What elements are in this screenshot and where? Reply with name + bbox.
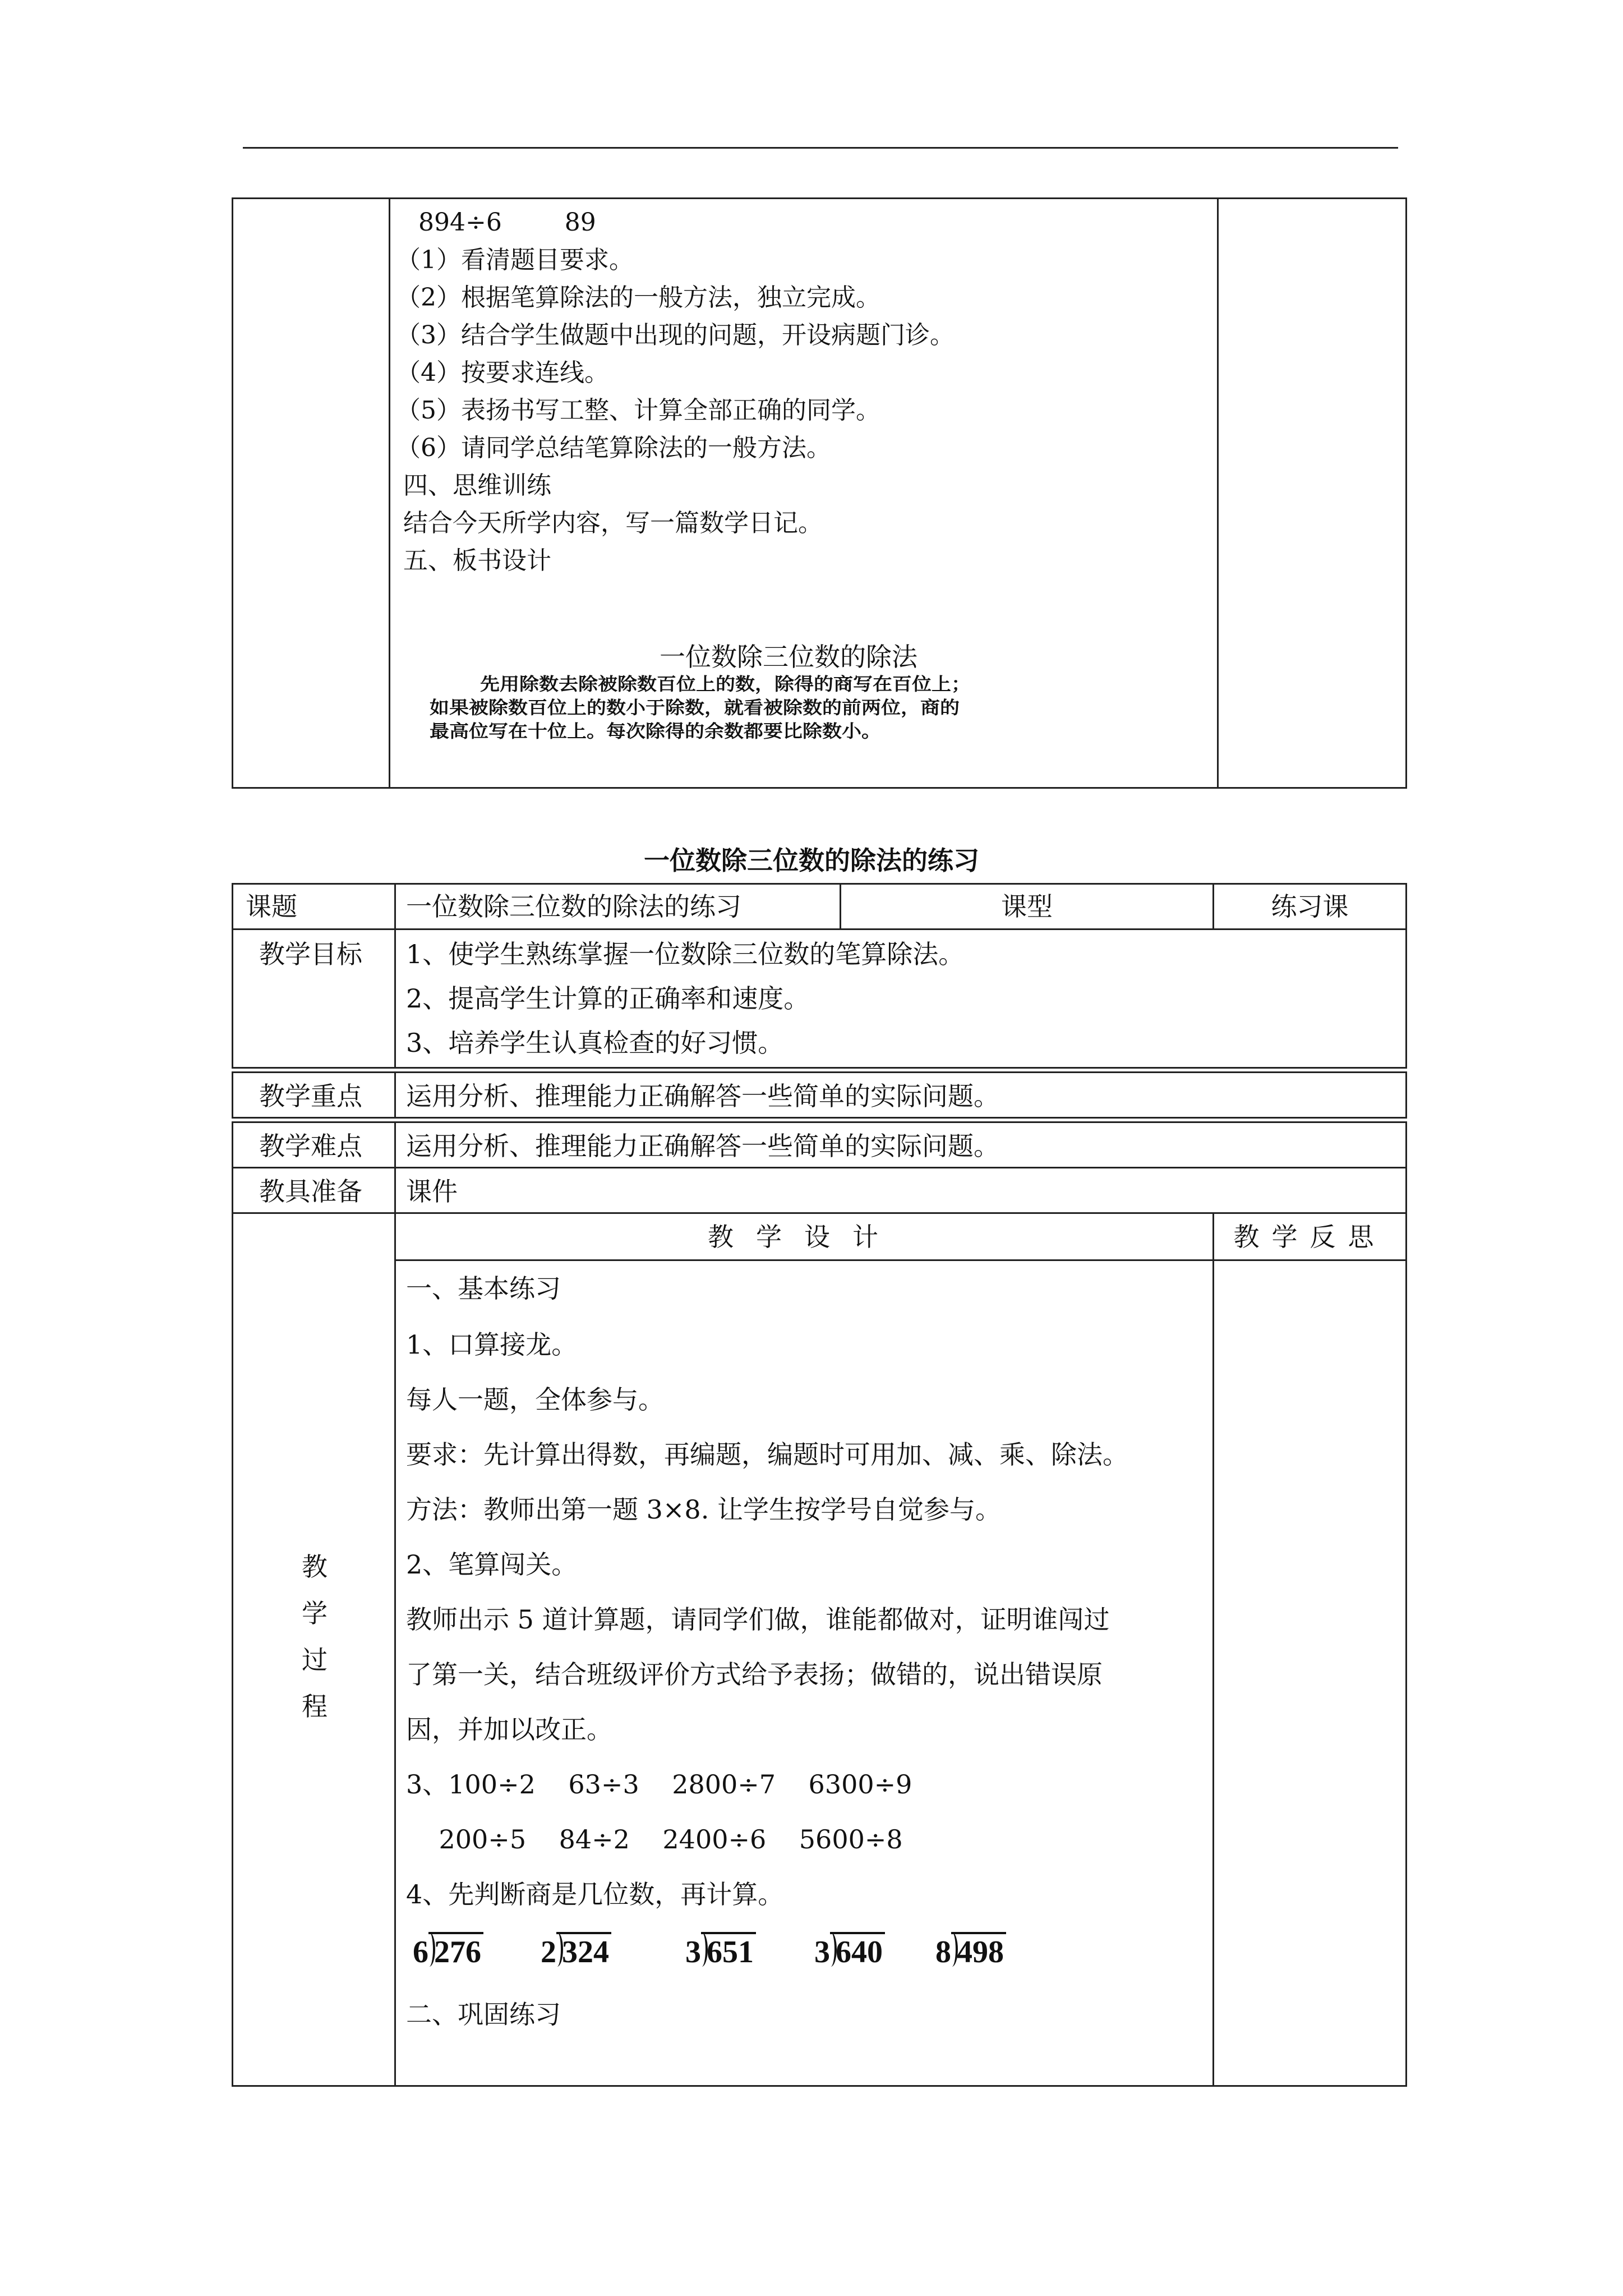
continuation-table (232, 197, 1407, 789)
process-item-method: 方法：教师出第一题 3×8. 让学生按学号自觉参与。 (406, 1494, 1001, 1525)
process-paragraph-line-3: 因，并加以改正。 (406, 1714, 612, 1745)
process-paragraph-line-1: 教师出示 5 道计算题，请同学们做，谁能都做对，证明谁闯过 (406, 1604, 1110, 1635)
dividend: 651 (701, 1932, 756, 1968)
section-board-design: 五、板书设计 (403, 546, 551, 575)
design-cell (394, 1212, 1214, 2087)
step-5: （5）表扬书写工整、计算全部正确的同学。 (396, 396, 880, 425)
type-label: 课型 (1001, 891, 1053, 922)
board-design-image (402, 637, 1175, 783)
key-value: 运用分析、推理能力正确解答一些简单的实际问题。 (406, 1081, 999, 1111)
process-char-3: 过 (302, 1645, 328, 1675)
difficulty-value: 运用分析、推理能力正确解答一些简单的实际问题。 (406, 1131, 999, 1161)
long-division-5 (935, 1932, 1006, 1968)
continuation-right-column (1217, 199, 1405, 787)
goal-1: 1、使学生熟练掌握一位数除三位数的笔算除法。 (406, 939, 965, 969)
division-example: 894÷6 89 (418, 208, 596, 237)
key-label: 教学重点 (259, 1081, 362, 1111)
board-line-3: 最高位写在十位上。每次除得的余数都要比除数小。 (430, 721, 882, 742)
reflection-header: 教学反思 (1233, 1222, 1386, 1252)
type-label-cell (840, 883, 1214, 930)
header-rule (243, 147, 1398, 149)
process-item-1: 1、口算接龙。 (406, 1329, 578, 1360)
goal-2: 2、提高学生计算的正确率和速度。 (406, 983, 810, 1014)
difficulty-value-cell (394, 1121, 1407, 1168)
process-char-4: 程 (302, 1691, 328, 1722)
divisor: 3 (814, 1935, 830, 1970)
process-section-consolidation: 二、巩固练习 (406, 1999, 561, 2030)
type-value: 练习课 (1271, 891, 1349, 922)
section-thinking-training: 四、思维训练 (403, 471, 551, 500)
process-label-cell (232, 1212, 396, 2087)
design-header: 教学设计 (708, 1222, 901, 1252)
tools-value: 课件 (406, 1176, 458, 1207)
dividend: 498 (951, 1932, 1006, 1968)
design-header-row (396, 1214, 1212, 1261)
dividend: 324 (556, 1932, 611, 1968)
divisor: 2 (541, 1935, 556, 1970)
step-2: （2）根据笔算除法的一般方法，独立完成。 (396, 283, 880, 312)
board-line-1: 先用除数去除被除数百位上的数，除得的商写在百位上； (480, 674, 971, 695)
tools-label-cell (232, 1167, 396, 1214)
step-6: （6）请同学总结笔算除法的一般方法。 (396, 434, 831, 462)
board-line-2: 如果被除数百位上的数小于除数，就看被除数的前两位，商的 (430, 698, 960, 719)
long-division-2 (541, 1932, 611, 1968)
type-value-cell (1212, 883, 1407, 930)
thinking-training-task: 结合今天所学内容，写一篇数学日记。 (403, 509, 823, 537)
long-division-3 (685, 1932, 756, 1968)
reflection-header-row (1214, 1214, 1405, 1261)
process-section-basic: 一、基本练习 (406, 1273, 561, 1304)
goals-label: 教学目标 (259, 939, 362, 969)
divisor: 3 (685, 1935, 701, 1970)
goals-cell (394, 928, 1407, 1069)
lesson-table (232, 883, 1407, 2087)
key-label-cell (232, 1071, 396, 1119)
process-item-4: 4、先判断商是几位数，再计算。 (406, 1879, 784, 1910)
process-paragraph-line-2: 了第一关，结合班级评价方式给予表扬；做错的，说出错误原 (406, 1659, 1103, 1690)
process-char-2: 学 (302, 1598, 328, 1628)
dividend: 276 (428, 1932, 483, 1968)
topic-value-cell (394, 883, 841, 930)
topic-label-cell (232, 883, 396, 930)
goal-3: 3、培养学生认真检查的好习惯。 (406, 1028, 784, 1058)
lesson-title: 一位数除三位数的除法的练习 (644, 845, 979, 876)
key-value-cell (394, 1071, 1407, 1119)
long-division-1 (413, 1932, 483, 1968)
topic-value: 一位数除三位数的除法的练习 (406, 891, 741, 922)
long-division-4 (814, 1932, 885, 1968)
goals-label-cell (232, 928, 396, 1069)
process-item-participation: 每人一题，全体参与。 (406, 1384, 664, 1415)
divisor: 8 (935, 1935, 951, 1970)
divisor: 6 (413, 1935, 428, 1970)
step-1: （1）看清题目要求。 (396, 246, 634, 274)
step-4: （4）按要求连线。 (396, 358, 609, 387)
calc-row-2: 200÷5 84÷2 2400÷6 5600÷8 (406, 1824, 903, 1855)
process-char-1: 教 (302, 1552, 328, 1582)
difficulty-label-cell (232, 1121, 396, 1168)
process-item-requirement: 要求：先计算出得数，再编题，编题时可用加、减、乘、除法。 (406, 1439, 1128, 1470)
step-3: （3）结合学生做题中出现的问题，开设病题门诊。 (396, 321, 955, 349)
tools-value-cell (394, 1167, 1407, 1214)
process-item-2: 2、笔算闯关。 (406, 1549, 578, 1580)
board-title: 一位数除三位数的除法 (660, 642, 917, 672)
continuation-left-column (233, 199, 390, 787)
calc-row-1: 3、100÷2 63÷3 2800÷7 6300÷9 (406, 1769, 912, 1800)
reflection-cell (1212, 1212, 1407, 2087)
difficulty-label: 教学难点 (259, 1131, 362, 1161)
topic-label: 课题 (246, 891, 297, 922)
dividend: 640 (830, 1932, 885, 1968)
tools-label: 教具准备 (259, 1176, 362, 1207)
